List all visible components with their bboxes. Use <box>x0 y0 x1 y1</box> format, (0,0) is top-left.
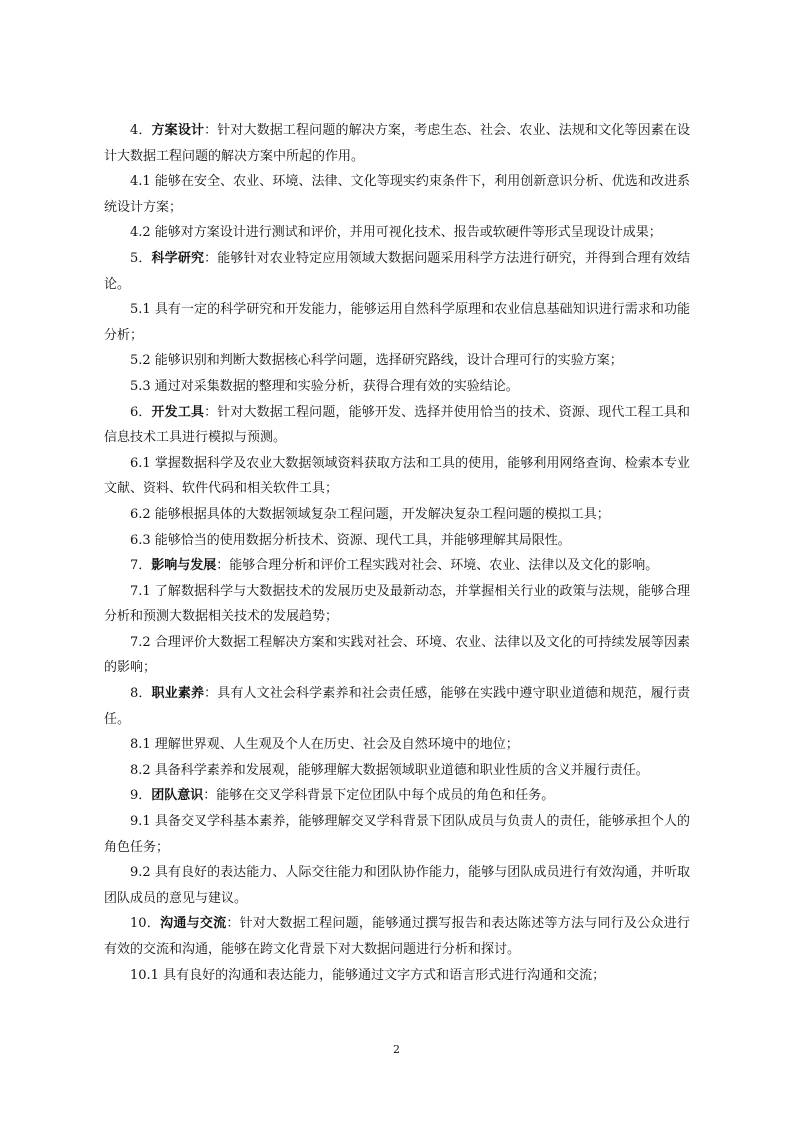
indicator-item-paragraph <box>104 758 690 784</box>
indicator-item-text: 10.1 具有良好的沟通和表达能力，能够通过文字方式和语言形式进行沟通和交流； <box>130 967 606 983</box>
indicator-item-paragraph <box>104 732 690 758</box>
section-term: 科学研究 <box>151 250 205 266</box>
indicator-item-paragraph <box>104 963 690 989</box>
indicator-item-paragraph <box>104 579 690 630</box>
indicator-item-paragraph <box>104 809 690 860</box>
section-description: ：针对大数据工程问题，能够开发、选择并使用恰当的技术、资源、现代工程工具和信息技术工具进行模拟与预测。 <box>104 404 690 446</box>
document-body <box>104 118 690 988</box>
indicator-item-text: 6.3 能够恰当的使用数据分析技术、资源、现代工具，并能够理解其局限性。 <box>130 532 571 548</box>
indicator-item-text: 8.2 具备科学素养和发展观，能够理解大数据领域职业道德和职业性质的含义并履行责任。 <box>130 762 649 778</box>
indicator-item-paragraph <box>104 451 690 502</box>
section-description: ：能够在交叉学科背景下定位团队中每个成员的角色和任务。 <box>203 788 555 804</box>
section-number: 9． <box>130 788 152 804</box>
section-heading-paragraph <box>104 681 690 732</box>
indicator-item-text: 6.1 掌握数据科学及农业大数据领域资料获取方法和工具的使用，能够利用网络查询、检索本专业文献、资料、软件代码和相关软件工具； <box>104 455 690 497</box>
section-number: 8． <box>130 686 152 702</box>
indicator-item-paragraph <box>104 220 690 246</box>
indicator-item-paragraph <box>104 630 690 681</box>
section-description: ：针对大数据工程问题的解决方案，考虑生态、社会、农业、法规和文化等因素在设计大数据工程问题的解决方案中所起的作用。 <box>104 123 690 164</box>
indicator-item-text: 5.1 具有一定的科学研究和开发能力，能够运用自然科学原理和农业信息基础知识进行需求和功能分析； <box>104 302 690 343</box>
indicator-item-paragraph <box>104 374 690 400</box>
section-number: 10． <box>130 916 161 932</box>
section-heading-paragraph <box>104 118 690 169</box>
section-heading-paragraph <box>104 783 690 809</box>
indicator-item-text: 6.2 能够根据具体的大数据领域复杂工程问题，开发解决复杂工程问题的模拟工具； <box>130 506 610 522</box>
indicator-item-text: 8.1 理解世界观、人生观及个人在历史、社会及自然环境中的地位； <box>130 737 519 753</box>
section-term: 职业素养 <box>151 686 205 702</box>
section-term: 影响与发展 <box>151 558 217 574</box>
indicator-item-paragraph <box>104 502 690 528</box>
indicator-item-text: 7.1 了解数据科学与大数据技术的发展历史及最新动态，并掌握相关行业的政策与法规，能够合理分析和预测大数据相关技术的发展趋势； <box>104 583 690 625</box>
section-description: ：能够针对农业特定应用领域大数据问题采用科学方法进行研究，并得到合理有效结论。 <box>104 250 690 292</box>
section-heading-paragraph <box>104 553 690 579</box>
section-number: 5． <box>130 250 152 266</box>
indicator-item-text: 9.2 具有良好的表达能力、人际交往能力和团队协作能力，能够与团队成员进行有效沟通，并听取团队成员的意见与建议。 <box>104 865 690 906</box>
section-term: 开发工具 <box>151 404 205 420</box>
section-description: ：针对大数据工程问题，能够通过撰写报告和表达陈述等方法与同行及公众进行有效的交流和沟通，能够在跨文化背景下对大数据问题进行分析和探讨。 <box>104 916 690 957</box>
section-heading-paragraph <box>104 911 690 962</box>
indicator-item-paragraph <box>104 860 690 911</box>
indicator-item-text: 4.2 能够对方案设计进行测试和评价，并用可视化技术、报告或软硬件等形式呈现设计成果； <box>130 225 662 241</box>
section-description: ：具有人文社会科学素养和社会责任感，能够在实践中遵守职业道德和规范，履行责任。 <box>104 686 690 727</box>
section-number: 7． <box>130 558 152 574</box>
indicator-item-paragraph <box>104 169 690 220</box>
indicator-item-text: 4.1 能够在安全、农业、环境、法律、文化等现实约束条件下，利用创新意识分析、优选和改进系统设计方案； <box>104 174 690 215</box>
indicator-item-paragraph <box>104 528 690 554</box>
page-number: 2 <box>393 1043 400 1056</box>
section-description: ：能够合理分析和评价工程实践对社会、环境、农业、法律以及文化的影响。 <box>216 558 659 574</box>
section-term: 方案设计 <box>151 123 205 138</box>
indicator-item-text: 5.2 能够识别和判断大数据核心科学问题，选择研究路线，设计合理可行的实验方案； <box>130 353 623 369</box>
indicator-item-text: 5.3 通过对采集数据的整理和实验分析，获得合理有效的实验结论。 <box>130 378 519 394</box>
indicator-item-paragraph <box>104 297 690 348</box>
section-heading-paragraph <box>104 400 690 451</box>
section-term: 团队意识 <box>151 788 204 804</box>
section-heading-paragraph <box>104 246 690 297</box>
indicator-item-text: 9.1 具备交叉学科基本素养，能够理解交叉学科背景下团队成员与负责人的责任，能够承担个人的角色任务； <box>104 814 690 855</box>
section-number: 4． <box>130 123 152 138</box>
section-term: 沟通与交流 <box>160 916 227 932</box>
section-number: 6． <box>130 404 152 420</box>
indicator-item-paragraph <box>104 348 690 374</box>
indicator-item-text: 7.2 合理评价大数据工程解决方案和实践对社会、环境、农业、法律以及文化的可持续发展等因素的影响； <box>104 634 690 676</box>
